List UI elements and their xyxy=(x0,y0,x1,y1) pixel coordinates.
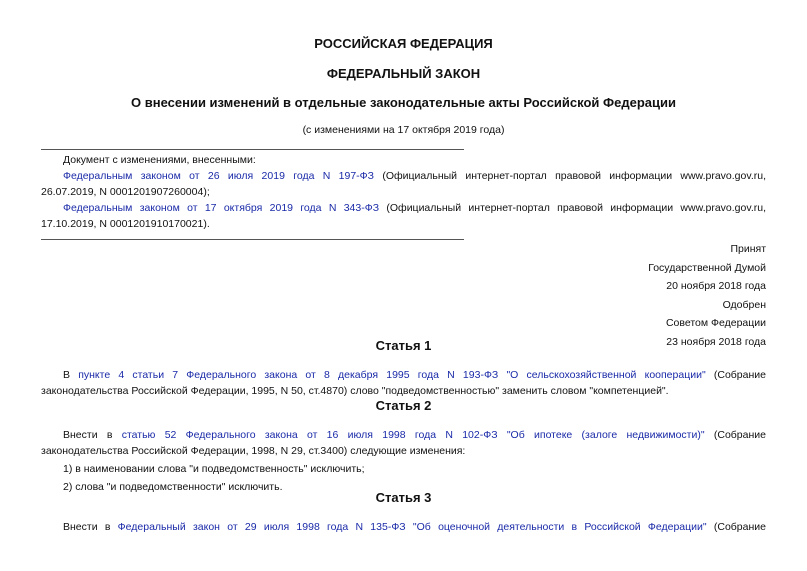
article-2-link[interactable]: статью 52 Федерального закона от 16 июля 1998 года N 102-ФЗ "Об ипотеке (залоге недвижимости)" xyxy=(121,429,705,441)
article-2-heading: Статья 2 xyxy=(375,398,432,413)
article-2-text xyxy=(41,427,766,495)
adoption-line: Советом Федерации xyxy=(665,317,766,329)
article-2-line2: законодательства Российской Федерации, 1998, N 29, ст.3400) следующие изменения: xyxy=(41,445,466,457)
adoption-line: Принят xyxy=(730,243,766,255)
change-item-1-line2: 26.07.2019, N 0001201907260004); xyxy=(41,186,210,198)
article-1-text xyxy=(41,367,766,399)
doc-type-heading: ФЕДЕРАЛЬНЫЙ ЗАКОН xyxy=(326,66,481,81)
article-2-item-2: 2) слова "и подведомственности" исключить. xyxy=(63,481,283,493)
change-item-2-link[interactable]: Федеральным законом от 17 октября 2019 года N 343-ФЗ xyxy=(63,202,380,214)
article-3-line1: Внести в Федеральный закон от 29 июля 1998 года N 135-ФЗ "Об оценочной деятельности в Российской Федерации" (Собрание xyxy=(63,521,766,533)
article-1-link[interactable]: пункте 4 статьи 7 Федерального закона от 8 декабря 1995 года N 193-ФЗ "О сельскохозяйственной кооперации" xyxy=(78,369,706,381)
change-item-2-line1: Федеральным законом от 17 октября 2019 года N 343-ФЗ (Официальный интернет-портал правовой информации www.pravo.gov.ru, xyxy=(63,202,766,214)
adoption-block xyxy=(540,240,766,351)
article-1-line2: законодательства Российской Федерации, 1995, N 50, ст.4870) слово "подведомственностью" заменить словом "компетенцией". xyxy=(41,385,669,397)
article-1-line1: В пункте 4 статьи 7 Федерального закона от 8 декабря 1995 года N 193-ФЗ "О сельскохозяйственной кооперации" (Собрание xyxy=(63,369,766,381)
adoption-line: Государственной Думой xyxy=(648,261,766,274)
adoption-line: Одобрен xyxy=(722,298,766,311)
adoption-line: 23 ноября 2018 года xyxy=(666,335,766,348)
article-2-line1: Внести в статью 52 Федерального закона от 16 июля 1998 года N 102-ФЗ "Об ипотеке (залоге недвижимости)" (Собрание xyxy=(63,429,766,441)
changes-intro: Документ с изменениями, внесенными: xyxy=(63,154,256,166)
divider-bottom xyxy=(41,239,464,240)
article-2-item-1: 1) в наименовании слова "и подведомственность" исключить; xyxy=(63,463,365,475)
article-3-link[interactable]: Федеральный закон от 29 июля 1998 года N 135-ФЗ "Об оценочной деятельности в Российской Федерации" xyxy=(117,521,707,533)
change-item-1-line1: Федеральным законом от 26 июля 2019 года N 197-ФЗ (Официальный интернет-портал правовой информации www.pravo.gov.ru, xyxy=(63,170,766,182)
article-3-heading: Статья 3 xyxy=(375,490,432,505)
country-heading: РОССИЙСКАЯ ФЕДЕРАЦИЯ xyxy=(314,36,493,51)
changes-block xyxy=(41,152,766,232)
adoption-line: 20 ноября 2018 года xyxy=(666,280,766,292)
change-item-2-line2: 17.10.2019, N 0001201910170021). xyxy=(41,218,210,230)
change-item-1-link[interactable]: Федеральным законом от 26 июля 2019 года N 197-ФЗ xyxy=(63,170,374,182)
divider-top xyxy=(41,149,464,150)
article-1-heading: Статья 1 xyxy=(375,338,432,353)
document-title: О внесении изменений в отдельные законодательные акты Российской Федерации xyxy=(131,95,676,110)
revision-note: (с изменениями на 17 октября 2019 года) xyxy=(302,124,505,136)
article-3-text xyxy=(41,519,766,535)
